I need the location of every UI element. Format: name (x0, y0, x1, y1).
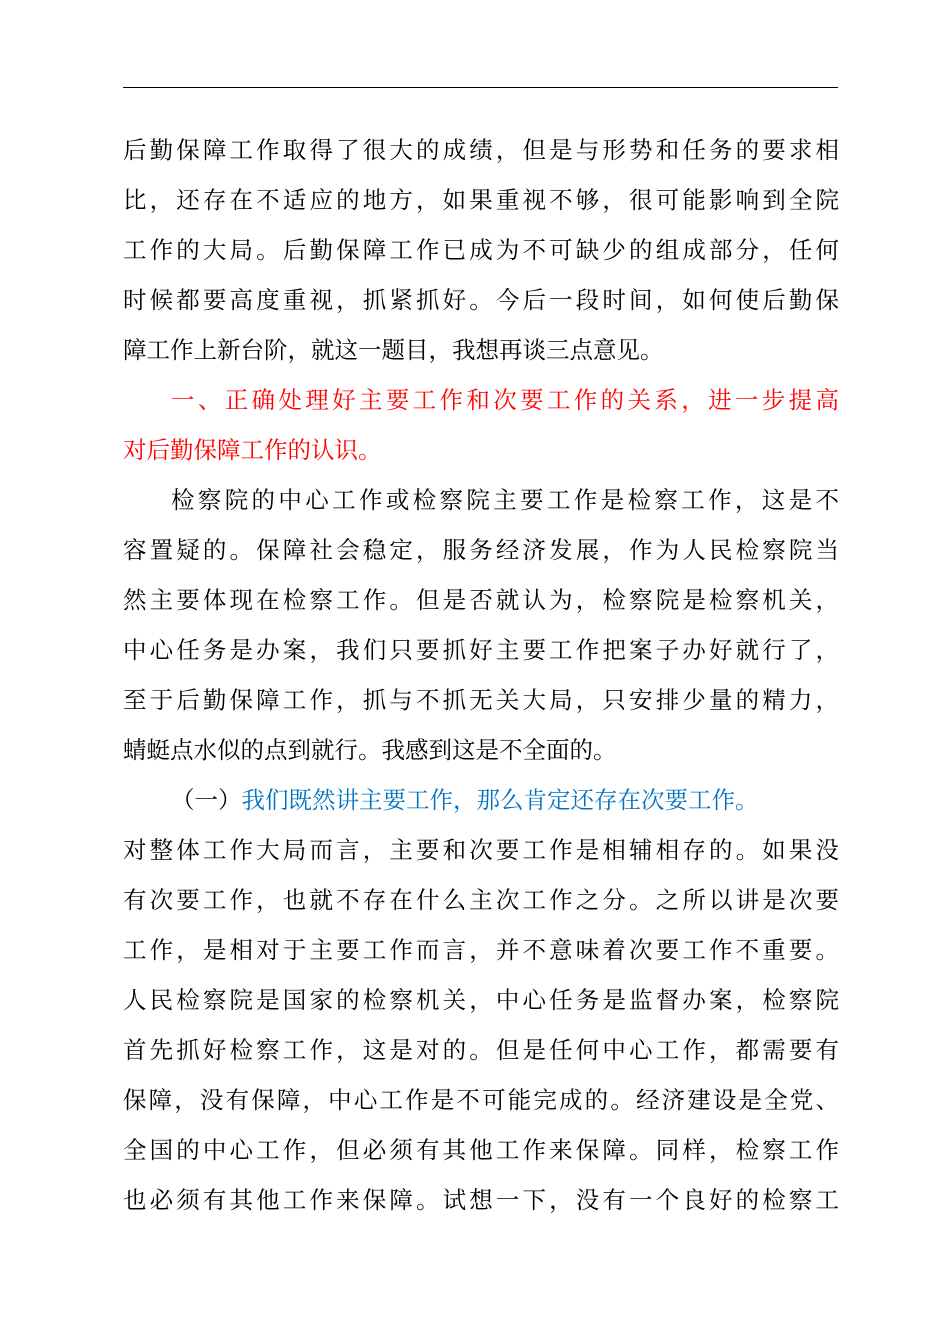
subheading-line (123, 775, 839, 825)
body-line: 全国的中心工作，但必须有其他工作来保障。同样，检察工作 (123, 1136, 839, 1164)
body-line: 保障，没有保障，中心工作是不可能完成的。经济建设是全党、 (123, 1086, 839, 1114)
body-line: 至于后勤保障工作，抓与不抓无关大局，只安排少量的精力， (123, 686, 839, 714)
body-line: 时候都要高度重视，抓紧抓好。今后一段时间，如何使后勤保 (123, 286, 839, 314)
body-line: 然主要体现在检察工作。但是否就认为，检察院是检察机关， (123, 586, 839, 614)
body-line: 也必须有其他工作来保障。试想一下，没有一个良好的检察工 (123, 1186, 839, 1214)
document-body (123, 125, 839, 1225)
subheading-number: （一） (171, 786, 242, 814)
body-line: 蜻蜓点水似的点到就行。我感到这是不全面的。 (123, 736, 617, 764)
body-line: 比，还存在不适应的地方，如果重视不够，很可能影响到全院 (123, 186, 839, 214)
body-line: 工作，是相对于主要工作而言，并不意味着次要工作不重要。 (123, 936, 839, 964)
body-line: 中心任务是办案，我们只要抓好主要工作把案子办好就行了， (123, 636, 839, 664)
section-heading: 一、正确处理好主要工作和次要工作的关系，进一步提高 (171, 386, 839, 414)
body-line: 后勤保障工作取得了很大的成绩，但是与形势和任务的要求相 (123, 136, 839, 164)
section-heading: 对后勤保障工作的认识。 (123, 436, 382, 464)
body-line: 对整体工作大局而言，主要和次要工作是相辅相存的。如果没 (123, 836, 839, 864)
body-line: 容置疑的。保障社会稳定，服务经济发展，作为人民检察院当 (123, 536, 839, 564)
body-line: 工作的大局。后勤保障工作已成为不可缺少的组成部分，任何 (123, 236, 839, 264)
body-line: 有次要工作，也就不存在什么主次工作之分。之所以讲是次要 (123, 886, 839, 914)
body-line: 首先抓好检察工作，这是对的。但是任何中心工作，都需要有 (123, 1036, 839, 1064)
body-line: 障工作上新台阶，就这一题目，我想再谈三点意见。 (123, 336, 664, 364)
header-rule (123, 87, 838, 88)
body-line: 检察院的中心工作或检察院主要工作是检察工作，这是不 (171, 486, 839, 514)
body-line: 人民检察院是国家的检察机关，中心任务是监督办案，检察院 (123, 986, 839, 1014)
subheading-text: 我们既然讲主要工作，那么肯定还存在次要工作。 (241, 786, 759, 814)
